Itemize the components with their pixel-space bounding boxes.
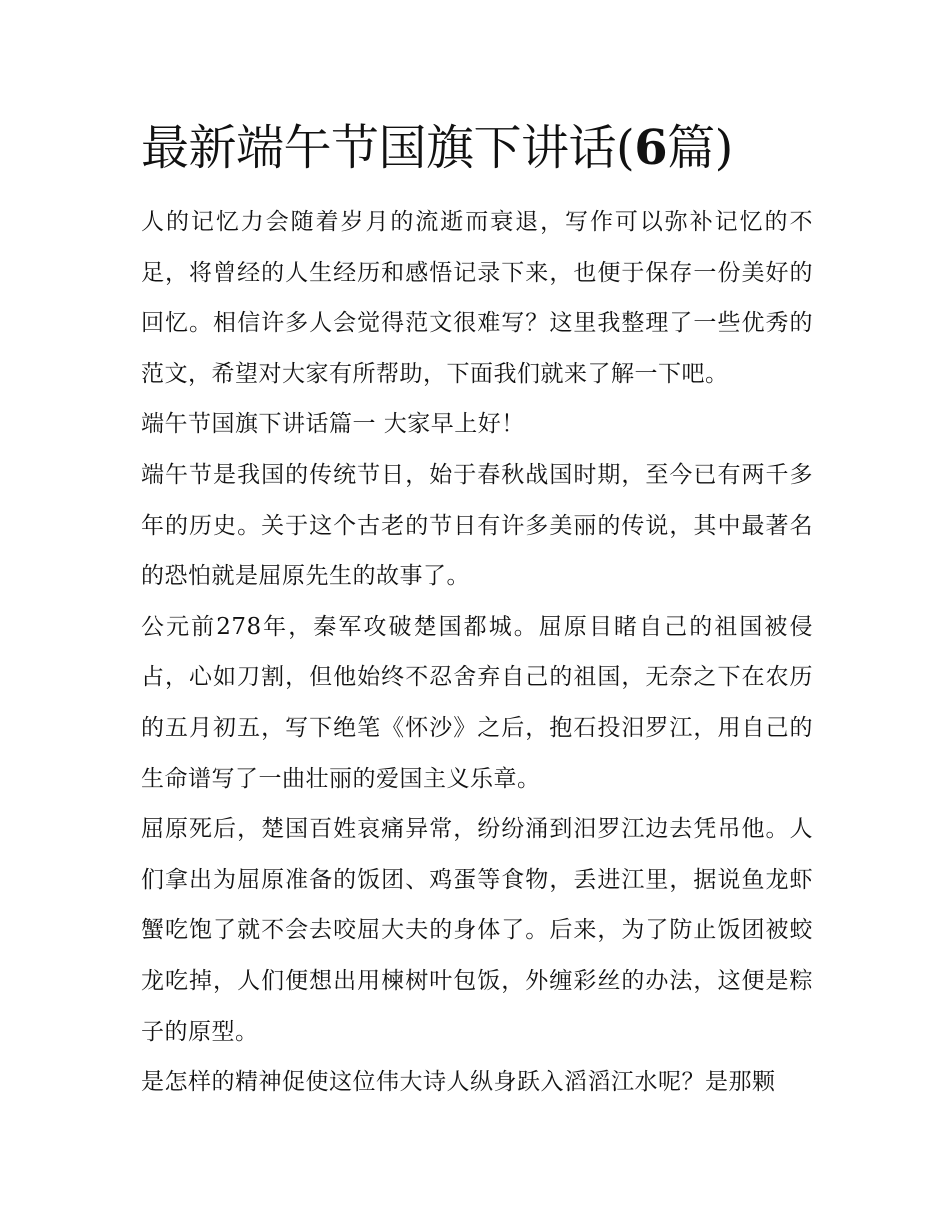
document-body — [141, 197, 813, 1108]
paragraph-greeting: 端午节国旗下讲话篇一 大家早上好！ — [141, 411, 525, 438]
paragraph-spirit: 是怎样的精神促使这位伟大诗人纵身跃入滔滔江水呢？是那颗 — [141, 1069, 776, 1096]
document-title: 最新端午节国旗下讲话(6篇) — [141, 120, 733, 176]
title-count: 6 — [634, 120, 668, 176]
paragraph-intro: 人的记忆力会随着岁月的流逝而衰退，写作可以弥补记忆的不足，将曾经的人生经历和感悟记录下来，也便于保存一份美好的回忆。相信许多人会觉得范文很难写？这里我整理了一些优秀的范文，希望对大家有所帮助，下面我们就来了解一下吧。 — [141, 209, 813, 387]
paragraph-qu-yuan-story: 公元前278年，秦军攻破楚国都城。屈原目睹自己的祖国被侵占，心如刀割，但他始终不忍舍弃自己的祖国，无奈之下在农历的五月初五，写下绝笔《怀沙》之后，抱石投汨罗江，用自己的生命谱写了一曲壮丽的爱国主义乐章。 — [141, 613, 813, 792]
paragraph-zongzi-origin: 屈原死后，楚国百姓哀痛异常，纷纷涌到汨罗江边去凭吊他。人们拿出为屈原准备的饭团、鸡蛋等食物，丢进江里，据说鱼龙虾蟹吃饱了就不会去咬屈大夫的身体了。后来，为了防止饭团被蛟龙吃掉，人们便想出用楝树叶包饭，外缠彩丝的办法，这便是粽子的原型。 — [141, 816, 813, 1045]
paragraph-history: 端午节是我国的传统节日，始于春秋战国时期，至今已有两千多年的历史。关于这个古老的节日有许多美丽的传说，其中最著名的恐怕就是屈原先生的故事了。 — [141, 461, 813, 590]
document-page — [141, 112, 813, 1108]
